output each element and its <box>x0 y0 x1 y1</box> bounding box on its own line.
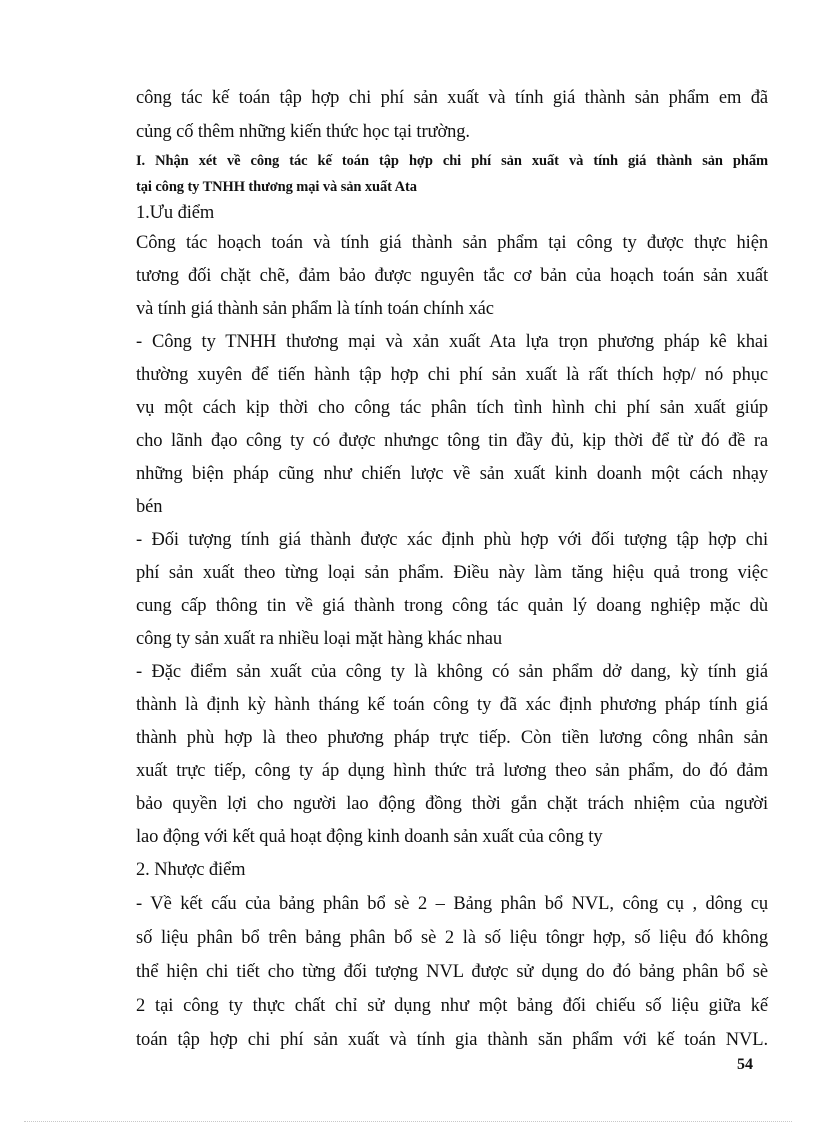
paragraph-line: thành là định kỳ hành tháng kế toán công ty đã xác định phương pháp tính giá <box>136 695 768 715</box>
paragraph-line: công ty sản xuất ra nhiều loại mặt hàng khác nhau <box>136 629 503 649</box>
subheading-advantages: 1.Ưu điểm <box>136 203 215 223</box>
section-heading-line-1: I. Nhận xét về công tác kế toán tập hợp chi phí sản xuất và tính giá thành sản phẩm <box>136 153 768 169</box>
paragraph-line: phí sản xuất theo từng loại sản phẩm. Điều này làm tăng hiệu quả trong việc <box>136 563 768 583</box>
paragraph-line: tương đối chặt chẽ, đảm bảo được nguyên tắc cơ bản của hoạch toán sản xuất <box>136 266 768 286</box>
paragraph-line: thể hiện chi tiết cho từng đối tượng NVL được sử dụng do đó bảng phân bổ sè <box>136 962 768 982</box>
section-heading-line-2: tại công ty TNHH thương mại và sản xuất Ata <box>136 179 417 195</box>
subheading-disadvantages: 2. Nhược điểm <box>136 860 246 880</box>
intro-line-2: củng cố thêm những kiến thức học tại trường. <box>136 122 470 142</box>
paragraph-line: số liệu phân bổ trên bảng phân bổ sè 2 là số liệu tôngr hợp, số liệu đó không <box>136 928 768 948</box>
paragraph-line: xuất trực tiếp, công ty áp dụng hình thức trả lương theo sản phẩm, do đó đảm <box>136 761 768 781</box>
paragraph-line: - Đối tượng tính giá thành được xác định phù hợp với đối tượng tập hợp chi <box>136 530 768 550</box>
intro-line-1: công tác kế toán tập hợp chi phí sản xuất và tính giá thành sản phẩm em đã <box>136 88 768 108</box>
paragraph-line: vụ một cách kịp thời cho công tác phân tích tình hình chi phí sản xuất giúp <box>136 398 768 418</box>
page-content <box>136 88 768 1064</box>
paragraph-line: thường xuyên để tiến hành tập hợp chi phí sản xuất là rất thích hợp/ nó phục <box>136 365 768 385</box>
paragraph-line: cung cấp thông tin về giá thành trong công tác quản lý doang nghiệp mặc dù <box>136 596 768 616</box>
page-number: 54 <box>737 1056 753 1073</box>
paragraph-line: - Công ty TNHH thương mại và xản xuất Ata lựa trọn phương pháp kê khai <box>136 332 768 352</box>
paragraph-line: lao động với kết quả hoạt động kinh doanh sản xuất của công ty <box>136 827 603 847</box>
paragraph-line: - Về kết cấu của bảng phân bổ sè 2 – Bảng phân bổ NVL, công cụ , dông cụ <box>136 894 768 914</box>
paragraph-line: thành phù hợp là theo phương pháp trực tiếp. Còn tiền lương công nhân sản <box>136 728 768 748</box>
paragraph-line: Công tác hoạch toán và tính giá thành sản phẩm tại công ty được thực hiện <box>136 233 768 253</box>
paragraph-line: và tính giá thành sản phẩm là tính toán chính xác <box>136 299 494 319</box>
page-bottom-divider <box>24 1121 792 1122</box>
paragraph-line: cho lãnh đạo công ty có được nhưngc tông tin đầy đủ, kịp thời để từ đó đề ra <box>136 431 768 451</box>
paragraph-line: toán tập hợp chi phí sản xuất và tính gia thành săn phẩm với kế toán NVL. <box>136 1030 768 1050</box>
paragraph-line: bén <box>136 497 163 517</box>
paragraph-line: bảo quyền lợi cho người lao động đồng thời gắn chặt trách nhiệm của người <box>136 794 768 814</box>
paragraph-line: 2 tại công ty thực chất chỉ sử dụng như một bảng đối chiếu số liệu giữa kế <box>136 996 768 1016</box>
paragraph-line: - Đặc điểm sản xuất của công ty là không có sản phẩm dở dang, kỳ tính giá <box>136 662 768 682</box>
paragraph-line: những biện pháp cũng như chiến lược về sản xuất kinh doanh một cách nhạy <box>136 464 768 484</box>
